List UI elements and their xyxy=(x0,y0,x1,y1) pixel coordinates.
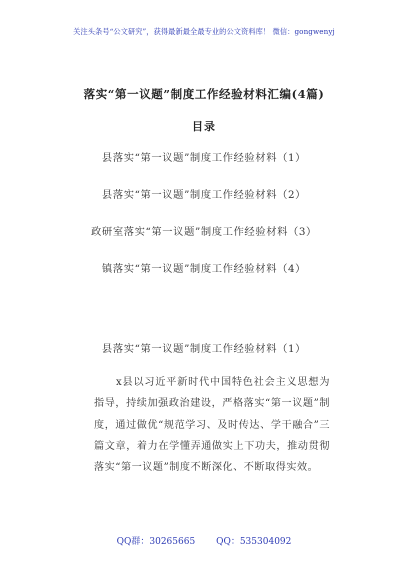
toc-item[interactable]: 政研室落实“第一议题”制度工作经验材料（3） xyxy=(91,226,317,238)
toc-item[interactable]: 县落实“第一议题”制度工作经验材料（1） xyxy=(101,152,307,164)
footer-contact xyxy=(0,534,408,547)
document-title: 落实“第一议题”制度工作经验材料汇编(4篇) xyxy=(83,87,325,101)
table-of-contents xyxy=(0,151,408,299)
toc-heading: 目录 xyxy=(192,120,216,133)
header-banner: 关注头条号“公文研究”，获得最新最全最专业的公文资料库！ 微信：gongwenyj xyxy=(73,27,335,36)
footer-qq: QQ：535304092 xyxy=(216,537,292,547)
body-paragraph: x县以习近平新时代中国特色社会主义思想为指导，持续加强政治建设，严格落实“第一议题”制度，通过做优“规范学习、及时传达、学干融合”三篇文章，着力在学懂弄通做实上下功夫，推动贯彻落实“第一议题”制度不断深化、不断取得实效。 xyxy=(94,377,330,474)
section-heading: 县落实“第一议题”制度工作经验材料（1） xyxy=(101,343,307,355)
footer-qq-group: QQ群：30265665 xyxy=(116,537,196,547)
toc-item[interactable]: 镇落实“第一议题”制度工作经验材料（4） xyxy=(101,263,307,275)
toc-item[interactable]: 县落实“第一议题”制度工作经验材料（2） xyxy=(101,189,307,201)
